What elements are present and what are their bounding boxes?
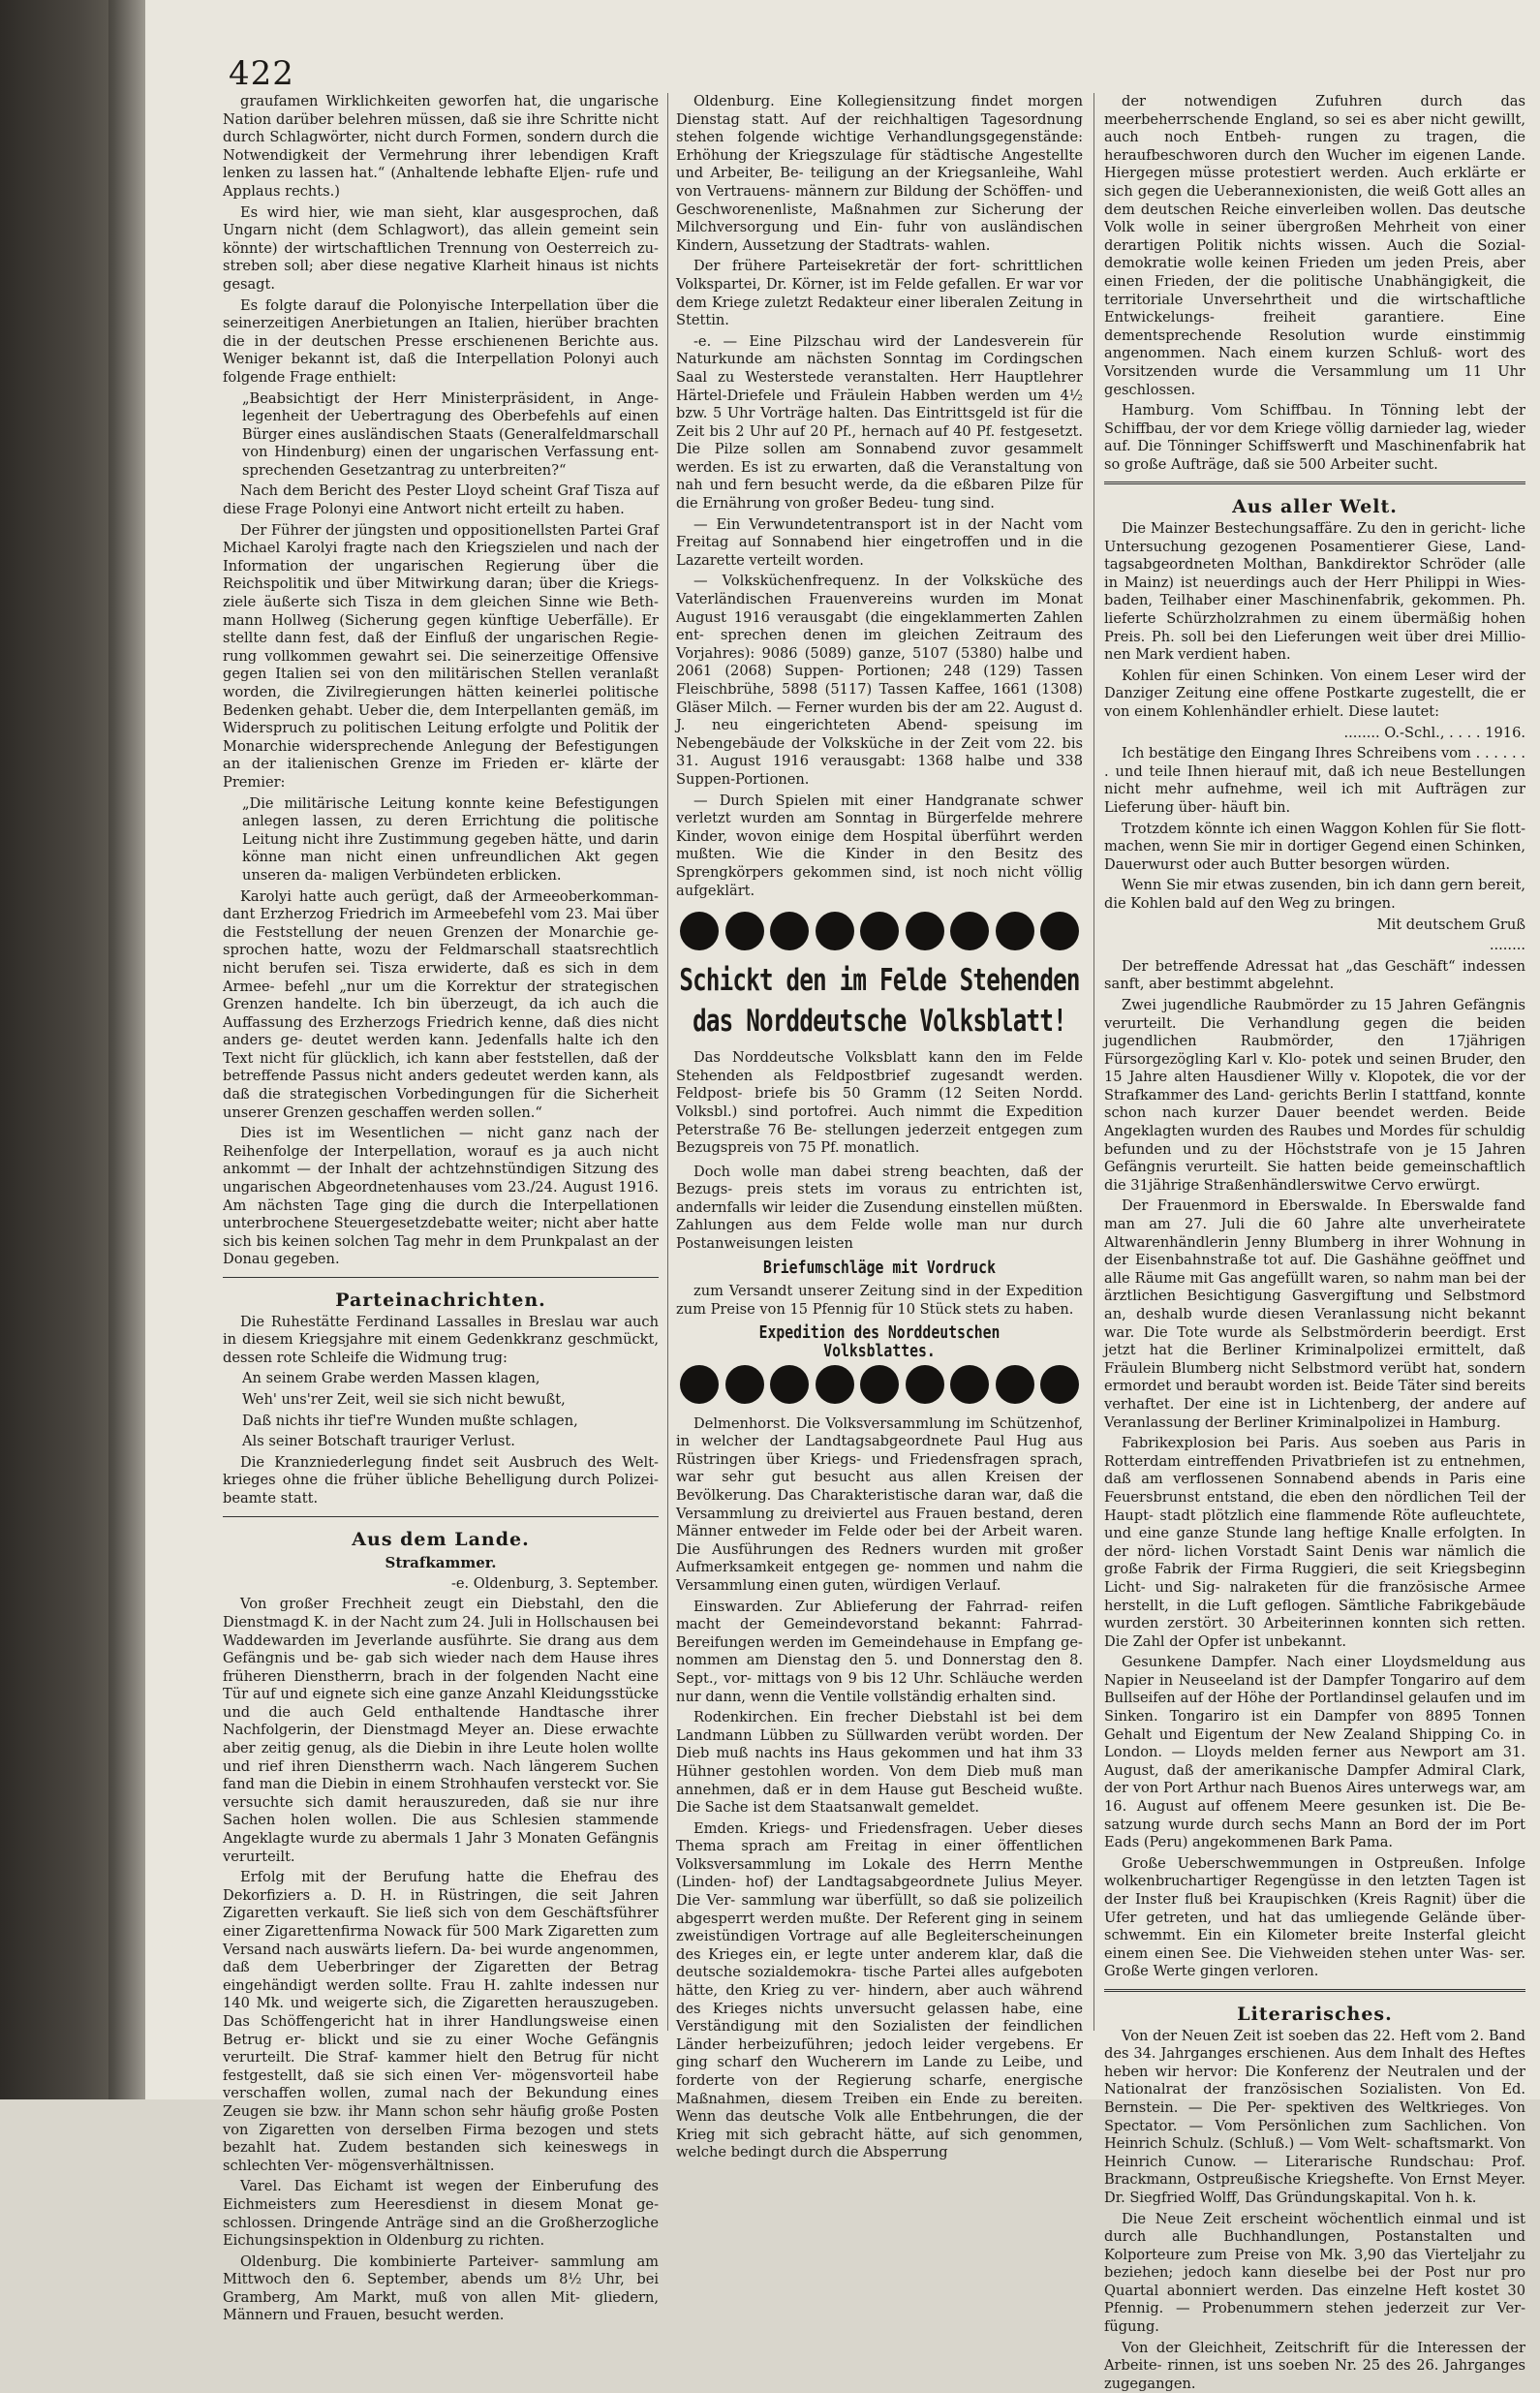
section-rule	[1104, 482, 1525, 484]
verse-line: Als seiner Botschaft trauriger Verlust.	[242, 1433, 515, 1450]
quote: „Die militärische Leitung konnte keine Befestigungen anlegen lassen, zu deren Errichtung die politische Leitung nicht ihre Zustimmung gegeben hätte, und darin könne man nicht einen unfreundlichen Akt gegen unseren da- maligen Verbündeten erblicken.	[242, 794, 659, 884]
ornament-dot	[996, 912, 1034, 950]
section-rule	[1104, 1989, 1525, 1992]
paragraph: — Volksküchenfrequenz. In der Volksküche des Vaterländischen Frauenvereins wurden im Monat August 1916 verausgabt (die eingeklammerten Zahlen ent- sprechen denen im gleichen Zeitraum des Vorjahres): 9086 (5089) ganze, 5107 (5380) halbe und 2061 (2068) Suppen- Portionen; 248 (129) Tassen Fleischbrühe, 5898 (5117) Tassen Kaffee, 1661 (1308) Gläser Milch. — Ferner wurden bis der am 22. August d. J. neu eingerichteten Abend- speisung im Nebengebäude der Volksküche in der Zeit vom 22. bis 31. August 1916 verausgabt: 1368 halbe und 338 Suppen-Portionen.	[676, 573, 1084, 788]
paragraph: Die Kranzniederlegung findet seit Ausbruch des Welt- krieges ohne die früher übliche Behelligung durch Polizei- beamte statt.	[223, 1453, 659, 1507]
ad-text: zum Versandt unserer Zeitung sind in der Expedition zum Preise von 15 Pfennig für 10 Stück stets zu haben.	[676, 1283, 1083, 1318]
paragraph: graufamen Wirklichkeiten geworfen hat, die ungarische Nation darüber belehren müssen, daß sie ihre Schritte nicht durch Schlagwörter, nicht durch Formen, sondern durch die Notwendigkeit der Vermehrung ihrer lebendigen Kraft lenken zu lassen hat.“ (Anhaltende lebhafte Eljen- rufe und Applaus rechts.)	[223, 93, 659, 200]
column-3	[1104, 93, 1525, 2392]
ornament-dot	[996, 1365, 1034, 1404]
paragraph: Karolyi hatte auch gerügt, daß der Armeeoberkomman- dant Erzherzog Friedrich im Armeebefehl vom 23. Mai über die Feststellung der neuen Grenzen der Monarchie ge- sprochen hatte, wozu der Feldmarschall staatsrechtlich nicht berufen sei. Tisza erwiderte, daß es sich in dem Armee- befehl „nur um die Korrektur der strategischen Grenzen handelte. Ich bin überzeugt, da ich auch die Auffassung des Erzherzogs Friedrich kenne, daß dies nicht anders ge- deutet werden kann. Jedenfalls halte ich den Text nicht für glücklich, ich kann aber feststellen, daß der betreffende Passus nicht anders gedeutet werden kann, als daß die strategischen Vorbedingungen für die Sicherheit unserer Grenzen geschaffen werden sollen.“	[223, 887, 659, 1121]
ornament-dot	[680, 1365, 719, 1404]
section-heading-aus-aller-welt: Aus aller Welt.	[1232, 496, 1398, 518]
ornament-dot	[950, 912, 989, 950]
paragraph: Gesunkene Dampfer. Nach einer Lloydsmeldung aus Napier in Neuseeland ist der Dampfer Tongariro auf dem Bullseifen auf der Höhe der Portlandinsel gelaufen und im Sinken. Tongariro ist ein Dampfer von 8895 Tonnen Gehalt und Eigentum der New Zealand Shipping Co. in London. — Lloyds melden ferner aus Newport am 31. August, daß der amerikanische Dampfer Admiral Clark, der von Port Arthur nach Buenos Aires unterwegs war, am 16. August auf offenem Meere gesunken ist. Die Be- satzung wurde durch sechs Mann an Bord der im Port Eads (Peru) angekommenen Bark Pama.	[1104, 1654, 1525, 1851]
paragraph: Der frühere Parteisekretär der fort- schrittlichen Volkspartei, Dr. Körner, ist im Felde gefallen. Er war vor dem Kriege zuletzt Redakteur einer liberalen Zeitung in Stettin.	[676, 258, 1083, 329]
ornament-dot	[816, 1365, 854, 1404]
letter-line: ........ O.-Schl., . . . . 1916.	[1343, 724, 1525, 741]
ornament-row-bottom	[676, 1363, 1083, 1406]
dateline: -e. Oldenburg, 3. September.	[450, 1574, 659, 1592]
paragraph: Oldenburg. Die kombinierte Parteiver- sammlung am Mittwoch den 6. September, abends um 8½ Uhr, bei Gramberg, Am Markt, muß von allen Mit- gliedern, Männern und Frauen, besucht werden.	[223, 2253, 659, 2324]
paragraph: -e. — Eine Pilzschau wird der Landesverein für Naturkunde am nächsten Sonntag im Cordingschen Saal zu Westerstede veranstalten. Herr Hauptlehrer Härtel-Driefele und Fräulein Habben werden um 4½ bzw. 5 Uhr Vorträge halten. Das Eintrittsgeld ist für die Zeit bis 2 Uhr auf 20 Pf., hernach auf 40 Pf. festgesetzt. Die Pilze sollen am Sonnabend zuvor gesammelt werden. Es ist zu erwarten, daß die Veranstaltung von nah und fern besucht werde, da die eßbaren Pilze für die Ernährung von großer Bedeu- tung sind.	[676, 332, 1083, 513]
newspaper-page	[145, 0, 1540, 2392]
paragraph: Von der Gleichheit, Zeitschrift für die Interessen der Arbeite- rinnen, ist uns soeben Nr. 25 des 26. Jahrganges zugegangen.	[1104, 2339, 1525, 2392]
paragraph: Große Ueberschwemmungen in Ostpreußen. Infolge wolkenbruchartiger Regengüsse in den letzten Tagen ist der Inster fluß bei Kraupischken (Kreis Ragnit) über die Ufer getreten, und hat das umliegende Gelände über- schwemmt. Ein ein Kilometer breite Insterfal gleicht einem einen See. Die Viehweiden stehen unter Was- ser. Große Werte gingen verloren.	[1104, 1854, 1525, 1980]
letter-line: Ich bestätige den Eingang Ihres Schreibens vom . . . . . . . und teile Ihnen hierauf mit, daß ich neue Bestellungen nicht mehr aufnehme, weil ich mit Aufträgen zur Lieferung über- häuft bin.	[1104, 745, 1525, 816]
paragraph: Varel. Das Eichamt ist wegen der Einberufung des Eichmeisters zum Heeresdienst in diesem Monat ge- schlossen. Dringende Anträge sind an die Großherzogliche Eichungsinspektion in Oldenburg zu richten.	[223, 2178, 659, 2250]
paragraph: Emden. Kriegs- und Friedensfragen. Ueber dieses Thema sprach am Freitag in einer öffentlichen Volksversammlung im Lokale des Herrn Menthe (Linden- hof) der Landtagsabgeordnete Julius Meyer. Die Ver- sammlung war überfüllt, so daß sie polizeilich abgesperrt werden mußte. Der Referent ging in seinem zweistündigen Vortrage auf alle Begleiterscheinungen des Krieges ein, er legte unter anderem klar, daß die deutsche sozialdemokra- tische Partei alles aufgeboten hätte, den Krieg zu ver- hindern, aber auch während des Krieges nichts unversucht gelassen habe, eine Verständigung mit den Sozialisten der feindlichen Länder herbeizuführen; jedoch leider vergebens. Er ging scharf den Wucherern im Lande zu Leibe, und forderte von der Regierung scharfe, energische Maßnahmen, diesem Treiben ein Ende zu bereiten. Wenn das deutsche Volk alle Entbehrungen, die der Krieg mit sich gebracht hätte, auf sich genommen, welche bedingt durch die Absperrung	[676, 1819, 1083, 2161]
letter-line: Wenn Sie mir etwas zusenden, bin ich dann gern bereit, die Kohlen bald auf den Weg zu bringen.	[1104, 877, 1525, 912]
paragraph: Zwei jugendliche Raubmörder zu 15 Jahren Gefängnis verurteilt. Die Verhandlung gegen die beiden jugendlichen Raubmörder, den 17jährigen Fürsorgezögling Karl v. Klo- potek und seinen Bruder, den 15 Jahre alten Hausdiener Willy v. Klopotek, die vor der Strafkammer des Land- gerichts Berlin I stattfand, konnte schon nach kurzer Dauer beendet werden. Beide Angeklagten wurden des Raubes und Mordes für schuldig befunden und zu der Höchststrafe von je 15 Jahren Gefängnis verurteilt. Sie hatten beide gemeinschaftlich die 31jährige Straßenhändlerswitwe Cervo erwürgt.	[1104, 996, 1525, 1194]
ornament-dot	[725, 912, 764, 950]
paragraph: Es folgte darauf die Polonyische Interpellation über die seinerzeitigen Anerbietungen an Italien, hierüber brachten die in der deutschen Presse erschienenen Berichte aus. Weniger bekannt ist, daß die Interpellation Polonyi auch folgende Frage enthielt:	[223, 296, 659, 386]
paragraph: Oldenburg. Eine Kollegiensitzung findet morgen Dienstag statt. Auf der reichhaltigen Tagesordnung stehen folgende wichtige Verhandlungsgegenstände: Erhöhung der Kriegszulage für städtische Angestellte und Arbeiter, Be- teiligung an der Kriegsanleihe, Wahl von Vertrauens- männern zur Bildung der Schöffen- und Geschworenenliste, Maßnahmen zur Sicherung der Milchversorgung und Ein- fuhr von ausländischen Kindern, Aussetzung der Stadtrats- wahlen.	[676, 93, 1083, 254]
paragraph: Fabrikexplosion bei Paris. Aus soeben aus Paris in Rotterdam eintreffenden Privatbriefen ist zu entnehmen, daß am verflossenen Sonnabend abends in Paris eine Feuersbrunst entstand, die eben den nördlichen Teil der Haupt- stadt plötzlich eine flammende Röte aufleuchtete, und eine ganze Stunde lang heftige Knalle erfolgten. In der nörd- lichen Vorstadt Saint Denis war nämlich die große Fabrik der Firma Ruggieri, die seit Kriegsbeginn Licht- und Sig- nalraketen für die französische Armee herstellt, in die Luft geflogen. Sämtliche Fabrikgebäude wurden zerstört. 30 Arbeiterinnen konnten sich retten. Die Zahl der Opfer ist unbekannt.	[1104, 1435, 1525, 1650]
column-divider	[667, 93, 668, 2031]
page-number: 422	[229, 54, 294, 93]
letter-line: Mit deutschem Gruß	[1376, 916, 1525, 933]
paragraph: Der betreffende Adressat hat „das Geschäft“ indessen sanft, aber bestimmt abgelehnt.	[1104, 957, 1525, 993]
paragraph: Von großer Frechheit zeugt ein Diebstahl, den die Dienstmagd K. in der Nacht zum 24. Juli in Hollschausen bei Waddewarden im Jeverlande ausführte. Sie drang aus dem Gefängnis und be- gab sich wieder nach dem Hause ihres früheren Dienstherrn, brach in der folgenden Nacht eine Tür auf und eignete sich eine ganze Anzahl Kleidungsstücke und die auch Geld enthaltende Handtasche ihrer Nachfolgerin, der Dienstmagd Meyer an. Diese erwachte aber zeitig genug, als die Diebin in ihre Leute holen wollte und rief ihren Dienstherrn wach. Nach längerem Suchen fand man die Diebin in einem Strohhaufen versteckt vor. Sie versuchte sich damit herauszureden, daß sie nur ihre Sachen holen wollen. Die aus Schlesien stammende Angeklagte wurde zu abermals 1 Jahr 3 Monaten Gefängnis verurteilt.	[223, 1596, 659, 1865]
ornament-dot	[860, 912, 899, 950]
verse-line: An seinem Grabe werden Massen klagen,	[242, 1370, 540, 1387]
ad-text: Doch wolle man dabei streng beachten, daß der Bezugs- preis stets im voraus zu entrichten ist, andernfalls wir leider die Zusendung einstellen müßten. Zahlungen aus dem Felde wolle man nur durch Postanweisungen leisten	[676, 1163, 1083, 1253]
column-1	[223, 93, 659, 2324]
paragraph: Von der Neuen Zeit ist soeben das 22. Heft vom 2. Band des 34. Jahrganges erschienen. Aus dem Inhalt des Heftes heben wir hervor: Die Konferenz der Neutralen und der Nationalrat der französischen Sozialisten. Von Ed. Bernstein. — Die Per- spektiven des Weltkrieges. Von Spectator. — Vom Persönlichen zum Sachlichen. Von Heinrich Schulz. (Schluß.) — Vom Welt- schaftsmarkt. Von Heinrich Cunow. — Literarische Rundschau: Prof. Brackmann, Ostpreußische Kriegshefte. Von Ernst Meyer. Dr. Siegfried Wolff, Das Gründungskapital. Von h. k.	[1104, 2027, 1525, 2206]
section-heading-aus-dem-lande: Aus dem Lande.	[352, 1528, 530, 1550]
verse-line: Daß nichts ihr tief're Wunden mußte schlagen,	[242, 1412, 578, 1429]
ornament-dot	[1040, 912, 1079, 950]
column-divider	[1093, 93, 1094, 2031]
section-heading-parteinachrichten: Parteinachrichten.	[335, 1290, 546, 1311]
binding-shadow	[108, 0, 145, 2099]
ornament-dot	[725, 1365, 764, 1404]
paragraph: Rodenkirchen. Ein frecher Diebstahl ist bei dem Landmann Lübben zu Süllwarden verübt worden. Der Dieb muß nachts ins Haus gekommen und hat ihm 33 Hühner gestohlen worden. Von dem Dieb muß man annehmen, daß er in dem Hause gut Bescheid wußte. Die Sache ist dem Staatsanwalt gemeldet.	[676, 1709, 1083, 1817]
verse-line: Weh' uns'rer Zeit, weil sie sich nicht bewußt,	[242, 1390, 566, 1408]
ornament-dot	[860, 1365, 899, 1404]
subheading-strafkammer: Strafkammer.	[385, 1554, 497, 1572]
paragraph: der notwendigen Zufuhren durch das meerbeherrschende England, so sei es aber nicht gewillt, auch noch Entbeh- rungen zu tragen, die heraufbeschworen durch den Wucher im eigenen Lande. Hiergegen müsse protestiert werden. Auch erklärte er sich gegen die Ueberannexionisten, die weiß Gott alles an dem deutschen Reiche einverleiben wollen. Das deutsche Volk wolle in seiner übergroßen Mehrheit von einer derartigen Politik nichts wissen. Auch die Sozial- demokratie wolle keinen Frieden um jeden Preis, aber einen Frieden, der die politische Unabhängigkeit, die territoriale Unversehrtheit und die wirtschaftliche Entwickelungs- freiheit garantiere. Eine dementsprechende Resolution wurde einstimmig angenommen. Nach einem kurzen Schluß- wort des Vorsitzenden wurde die Versammlung um 11 Uhr geschlossen.	[1104, 93, 1525, 398]
paragraph: Die Neue Zeit erscheint wöchentlich einmal und ist durch alle Buchhandlungen, Postanstalten und Kolporteure zum Preise von Mk. 3,90 das Vierteljahr zu beziehen; jedoch kann dieselbe bei der Post nur pro Quartal abonniert werden. Das einzelne Heft kostet 30 Pfennig. — Probenummern stehen jederzeit zur Ver- fügung.	[1104, 2210, 1525, 2336]
ornament-dot	[950, 1365, 989, 1404]
paragraph: Hamburg. Vom Schiffbau. In Tönning lebt der Schiffbau, der vor dem Kriege völlig darnieder lag, wieder auf. Die Tönninger Schiffswerft und Maschinenfabrik hat so große Aufträge, daß sie 500 Arbeiter sucht.	[1104, 402, 1525, 473]
ornament-dot	[906, 912, 944, 950]
paragraph: Erfolg mit der Berufung hatte die Ehefrau des Dekorfiziers a. D. H. in Rüstringen, die seit Jahren Zigaretten verkauft. Sie ließ sich von dem Geschäftsführer einer Zigarettenfirma Nowack für 500 Mark Zigaretten zum Versand nach auswärts liefern. Da- bei wurde angenommen, daß dem Ueberbringer der Zigaretten der Betrag eingehändigt werden sollte. Frau H. zahlte indessen nur 140 Mk. und weigerte sich, die Zigaretten herauszugeben. Das Schöffengericht hat in ihrer Handlungsweise einen Betrug er- blickt und sie zu einer Woche Gefängnis verurteilt. Die Straf- kammer hielt den Betrug für nicht festgestellt, daß sie sich einen Ver- mögensvorteil habe verschaffen wollen, zumal nach der Bekundung eines Zeugen sie bzw. ihr Mann schon sehr häufig große Posten von Zigaretten von derselben Firma bezogen und stets bezahlt hat. Zudem bestanden sich keineswegs in schlechten Ver- mögensverhältnissen.	[223, 1869, 659, 2174]
paragraph: Einswarden. Zur Ablieferung der Fahrrad- reifen macht der Gemeindevorstand bekannt: Fahrrad- Bereifungen werden im Gemeindehause in Empfang ge- nommen am Dienstag den 5. und Donnerstag den 8. Sept., vor- mittags von 9 bis 12 Uhr. Schläuche werden nur dann, wenn die Ventile vollständig erhalten sind.	[676, 1598, 1083, 1705]
letter-line: ........	[1489, 937, 1525, 954]
column-2	[676, 93, 1084, 2161]
ad-signature: Expedition des Norddeutschen Volksblattes.	[758, 1322, 1001, 1362]
ornament-dot	[770, 1365, 809, 1404]
paragraph: Dies ist im Wesentlichen — nicht ganz nach der Reihenfolge der Interpellation, worauf es ja auch nicht ankommt — der Inhalt der achtzehnstündigen Sitzung des ungarischen Abgeordnetenhauses vom 23./24. August 1916. Am nächsten Tage ging die durch die Interpellationen unterbrochene Steuergesetzdebatte weiter; nicht aber hatte sich bis keinen solchen Tag mehr in dem Prunkpalast an der Donau gegeben.	[223, 1125, 659, 1268]
paragraph: — Ein Verwundetentransport ist in der Nacht vom Freitag auf Sonnabend hier eingetroffen und in die Lazarette verteilt worden.	[676, 515, 1083, 569]
letter-line: Trotzdem könnte ich einen Waggon Kohlen für Sie flott- machen, wenn Sie mir in dortiger Gegend einen Schinken, Dauerwurst oder auch Butter besorgen würden.	[1104, 820, 1525, 873]
ad-text: Das Norddeutsche Volksblatt kann den im Felde Stehenden als Feldpostbrief zugesandt werden. Feldpost- briefe bis 50 Gramm (12 Seiten Nordd. Volksbl.) sind portofrei. Auch nimmt die Expedition Peterstraße 76 Be- stellungen jederzeit entgegen zum Bezugspreis von 75 Pf. monatlich.	[676, 1049, 1083, 1157]
section-rule	[223, 1277, 659, 1278]
paragraph: Delmenhorst. Die Volksversammlung im Schützenhof, in welcher der Landtagsabgeordnete Paul Hug aus Rüstringen über Kriegs- und Friedensfragen sprach, war sehr gut besucht aus allen Kreisen der Bevölkerung. Das Charakteristische daran war, daß die Versammlung zu dreiviertel aus Frauen bestand, deren Männer entweder im Felde oder bei der Arbeit waren. Die Ausführungen des Redners wurden mit großer Aufmerksamkeit entgegen ge- nommen und nahm die Versammlung einen guten, würdigen Verlauf.	[676, 1414, 1083, 1594]
section-heading-literarisches: Literarisches.	[1237, 2003, 1393, 2025]
ornament-dot	[816, 912, 854, 950]
paragraph: Die Ruhestätte Ferdinand Lassalles in Breslau war auch in diesem Kriegsjahre mit einem Gedenkkranz geschmückt, dessen rote Schleife die Widmung trug:	[223, 1313, 659, 1366]
ornament-dot	[1040, 1365, 1079, 1404]
paragraph: Der Frauenmord in Eberswalde. In Eberswalde fand man am 27. Juli die 60 Jahre alte unverheiratete Altwarenhändlerin Jenny Blumberg in ihrer Wohnung in der Eisenbahnstraße tot auf. Die Gashähne geöffnet und alle Räume mit Gas angefüllt waren, so nahm man bei der ärztlichen Besichtigung Gasvergiftung und Selbstmord an, deshalb wurde diesen Veranlassung nicht bekannt war. Die Tote wurde als Selbstmörderin beerdigt. Erst jetzt hat die Berliner Kriminalpolizei ermittelt, daß Fräulein Blumberg nicht Selbstmord verübt hat, sondern ermordet und beraubt worden ist. Beide Täter sind bereits verhaftet. Der eine ist in Lichtenberg, der andere auf Veranlassung der Berliner Kriminalpolizei in Hamburg.	[1104, 1197, 1525, 1431]
paragraph: Der Führer der jüngsten und oppositionellsten Partei Graf Michael Karolyi fragte nach den Kriegszielen und nach der Information der ungarischen Regierung über die Reichspolitik und über Mitwirkung daran; über die Kriegs- ziele äußerte sich Tisza in dem gleichen Sinne wie Beth- mann Hollweg (Sicherung gegen künftige Ueberfälle). Er stellte dann fest, daß der Einfluß der ungarischen Regie- rung vollkommen gewahrt sei. Die seinerzeitige Offensive gegen Italien sei von den militärischen Stellen veranlaßt worden, die Zivilregierungen hätten keinerlei politische Bedenken gehabt. Ueber die, dem Interpellanten gemäß, im Widerspruch zu politischen Leitung erfolgte und Politik der Monarchie widersprechende Anlegung der Befestigungen an der italienischen Grenze im Frieden er- klärte der Premier:	[223, 521, 659, 791]
ornament-dot	[906, 1365, 944, 1404]
section-rule	[223, 1516, 659, 1517]
subscription-advertisement	[676, 910, 1083, 1406]
ad-headline: Schickt den im Felde Stehenden das Norddeutsche Volksblatt!	[679, 963, 1080, 1040]
ornament-row-top	[676, 910, 1083, 952]
ornament-dot	[680, 912, 719, 950]
paragraph: Nach dem Bericht des Pester Lloyd scheint Graf Tisza auf diese Frage Polonyi eine Antwort nicht erteilt zu haben.	[223, 482, 659, 518]
quote: „Beabsichtigt der Herr Ministerpräsident, in Ange- legenheit der Uebertragung des Oberbefehls auf einen Bürger eines ausländischen Staats (Generalfeldmarschall von Hindenburg) einen der ungarischen Verfassung ent- sprechenden Gesetzantrag zu unterbreiten?“	[242, 389, 659, 479]
ornament-dot	[770, 912, 809, 950]
paragraph: Kohlen für einen Schinken. Von einem Leser wird der Danziger Zeitung eine offene Postkarte zugestellt, die er von einem Kohlenhändler erhielt. Diese lautet:	[1104, 667, 1525, 720]
paragraph: — Durch Spielen mit einer Handgranate schwer verletzt wurden am Sonntag in Bürgerfelde mehrere Kinder, wovon einige dem Hospital überführt werden mußten. Wie die Kinder in den Besitz des Sprengkörpers gekommen sind, ist noch nicht völlig aufgeklärt.	[676, 792, 1083, 899]
paragraph: Die Mainzer Bestechungsaffäre. Zu den in gericht- liche Untersuchung gezogenen Posamentierer Giese, Land- tagsabgeordneten Molthan, Bankdirektor Schröder (alle in Mainz) ist neuerdings auch der Herr Philippi in Wies- baden, Teilhaber einer Maschinenfabrik, gekommen. Ph. lieferte Schürzholzrahmen zu einem übermäßig hohen Preis. Ph. soll bei den Lieferungen weit über drei Millio- nen Mark verdient haben.	[1104, 520, 1525, 664]
paragraph: Es wird hier, wie man sieht, klar ausgesprochen, daß Ungarn nicht (dem Schlagwort), das allein gemeint sein könnte) der wirtschaftlichen Trennung von Oesterreich zu- streben soll; aber diese negative Klarheit hinaus ist nichts gesagt.	[223, 203, 659, 293]
ad-subheading: Briefumschläge mit Vordruck	[763, 1257, 996, 1278]
